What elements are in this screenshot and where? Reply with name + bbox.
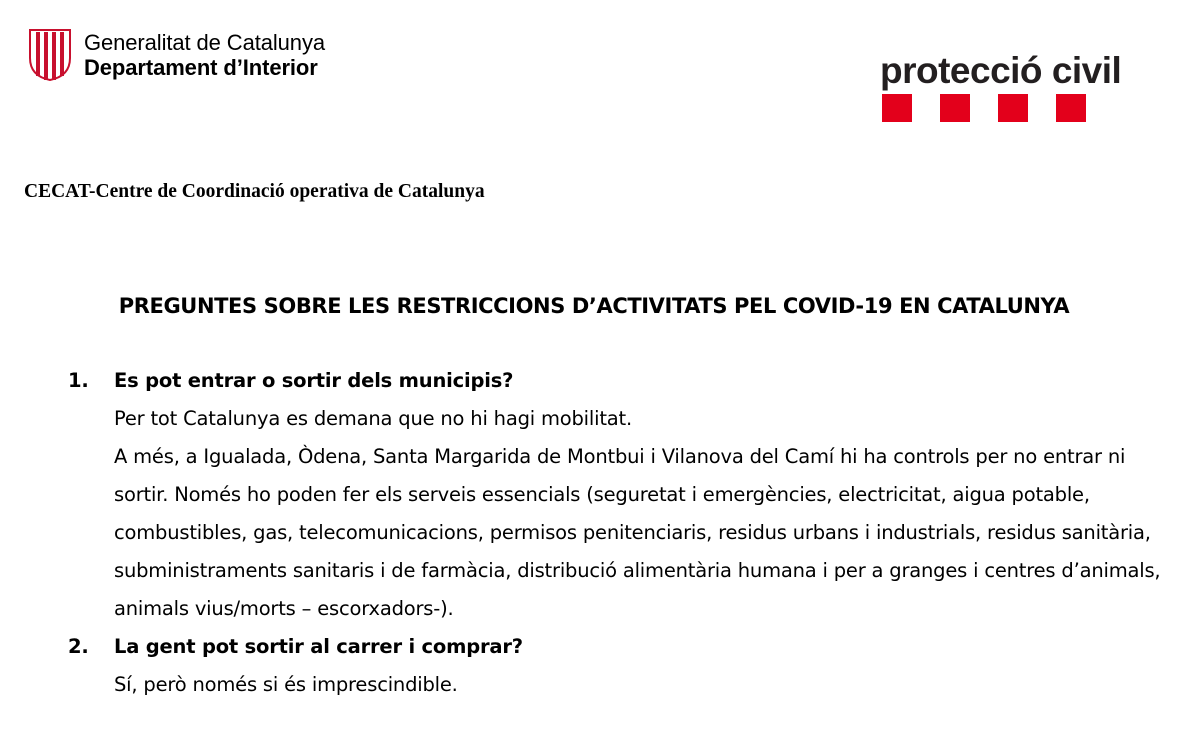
organization-name-block — [84, 30, 325, 80]
question-number: 2. — [68, 635, 89, 658]
department-name: Departament d’Interior — [84, 55, 318, 80]
logo-square — [1056, 94, 1086, 122]
question-body — [114, 362, 1178, 628]
question-text: Es pot entrar o sortir dels municipis? — [114, 369, 514, 392]
question-number: 1. — [68, 369, 89, 392]
center-name: CECAT-Centre de Coordinació operativa de Catalunya — [24, 181, 485, 202]
logo-square — [940, 94, 970, 122]
question-text: La gent pot sortir al carrer i comprar? — [114, 635, 523, 658]
header-left — [28, 28, 325, 82]
answer-text: A més, a Igualada, Òdena, Santa Margarida de Montbui i Vilanova del Camí hi ha controls per no entrar ni sortir. Només ho poden fer els serveis essencials (seguretat i emergències, electricitat, aigua potable, combustibles, gas, telecomunicacions, permisos penitenciaris, residus urbans i industrials, residus sanitària, subministraments sanitaris i de farmàcia, distribució alimentària humana i per a granges i centres d’animals, animals vius/morts – escorxadors-). — [114, 445, 1161, 620]
questions-list — [68, 362, 1178, 704]
logo-squares — [880, 94, 1150, 122]
document-title: PREGUNTES SOBRE LES RESTRICCIONS D’ACTIVITATS PEL COVID-19 EN CATALUNYA — [118, 294, 1070, 318]
catalan-flag-emblem-icon — [28, 28, 72, 82]
logo-square — [998, 94, 1028, 122]
logo-square — [882, 94, 912, 122]
answer-text: Sí, però només si és imprescindible. — [114, 673, 458, 696]
proteccio-civil-logo — [880, 52, 1150, 122]
organization-name: Generalitat de Catalunya — [84, 30, 325, 55]
question-item — [68, 628, 1178, 704]
answer-text: Per tot Catalunya es demana que no hi hagi mobilitat. — [114, 407, 632, 430]
proteccio-civil-logo-text: protecció civil — [880, 50, 1122, 91]
question-item — [68, 362, 1178, 628]
question-body — [114, 628, 1178, 704]
